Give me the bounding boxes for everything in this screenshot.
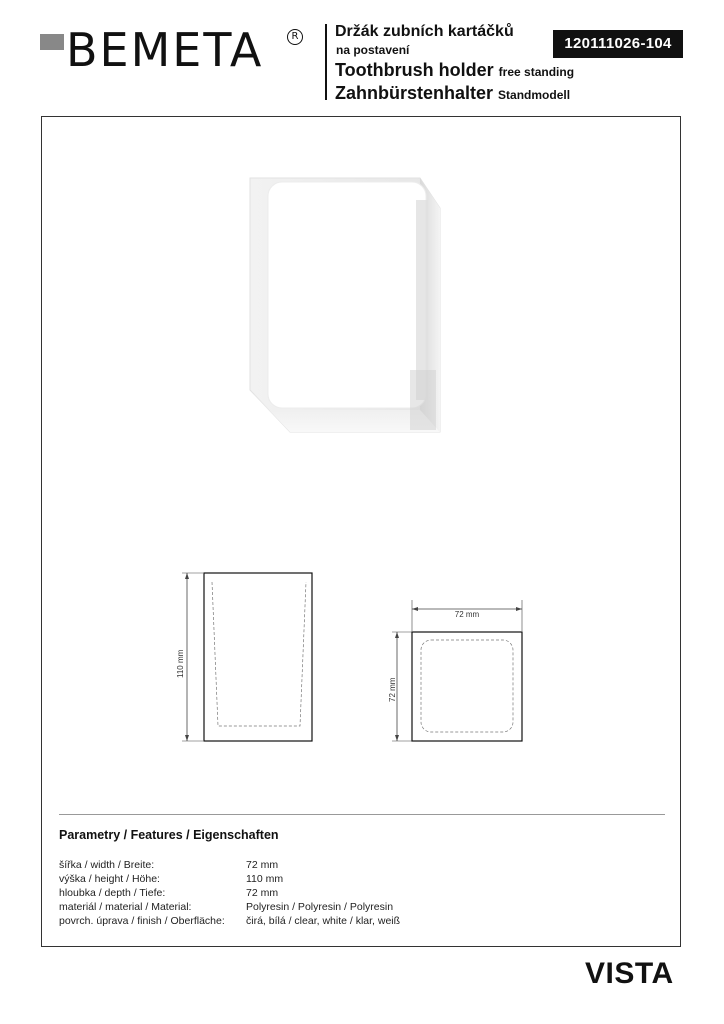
title-german-main: Zahnbürstenhalter: [335, 83, 494, 103]
front-view-drawing: [182, 573, 312, 741]
title-german: [335, 82, 570, 106]
param-label: hloubka / depth / Tiefe:: [59, 887, 166, 899]
product-code-badge: 120111026-104: [553, 30, 683, 58]
param-label: povrch. úprava / finish / Oberfläche:: [59, 915, 225, 927]
series-name: VISTA: [585, 957, 674, 990]
technical-drawings: [170, 560, 550, 760]
title-czech: Držák zubních kartáčků: [335, 23, 514, 40]
param-value: čirá, bílá / clear, white / klar, weiß: [246, 915, 401, 927]
brand-logo: BEMETA: [66, 23, 264, 77]
header-divider: [325, 24, 327, 100]
product-image: [240, 170, 450, 440]
params-title: Parametry / Features / Eigenschaften: [59, 828, 279, 842]
param-value: 72 mm: [246, 887, 279, 899]
title-english: [335, 59, 574, 83]
param-value: 72 mm: [246, 859, 279, 871]
top-width-label: 72 mm: [454, 610, 480, 619]
title-english-main: Toothbrush holder: [335, 60, 494, 80]
param-value: Polyresin / Polyresin / Polyresin: [246, 901, 394, 913]
front-height-label: 110 mm: [176, 649, 185, 678]
param-value: 110 mm: [246, 873, 284, 885]
param-label: šířka / width / Breite:: [59, 859, 155, 871]
title-english-subtitle: free standing: [498, 65, 575, 79]
top-depth-label: 72 mm: [388, 677, 397, 702]
title-czech-subtitle: na postavení: [336, 43, 410, 57]
param-label: materiál / material / Material:: [59, 901, 192, 913]
param-label: výška / height / Höhe:: [59, 873, 160, 885]
logo-mark: [40, 34, 64, 50]
title-german-subtitle: Standmodell: [498, 88, 571, 102]
registered-mark: R: [287, 29, 303, 45]
top-view-drawing: [392, 600, 522, 741]
params-divider: [59, 814, 665, 815]
